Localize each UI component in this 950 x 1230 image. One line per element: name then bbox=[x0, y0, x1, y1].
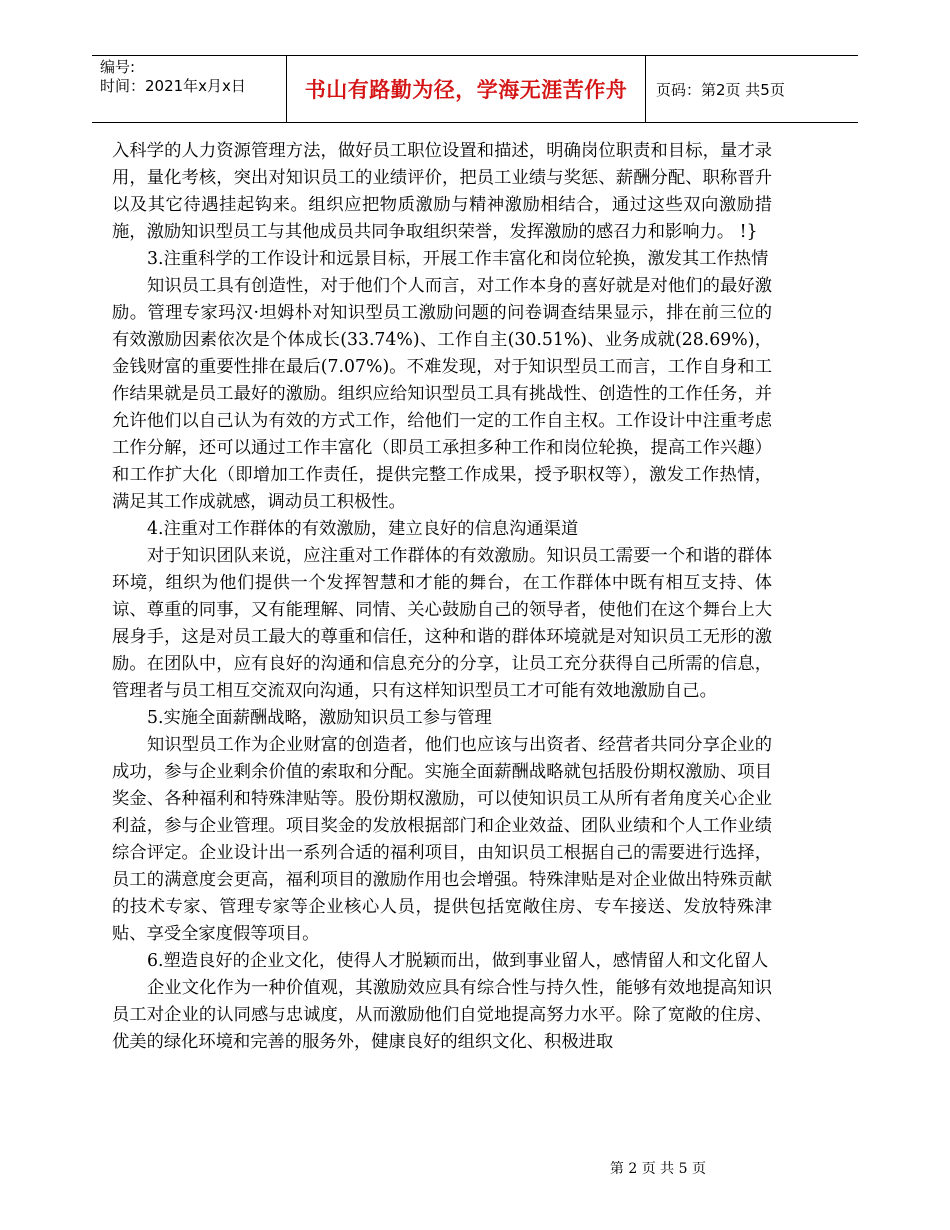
body-paragraph: 知识员工具有创造性，对于他们个人而言，对工作本身的喜好就是对他们的最好激励。管理专家玛汉·坦姆朴对知识型员工激励问题的问卷调查结果显示，排在前三位的有效激励因素依次是个体成长(33.74%)、工作自主(30.51%)、业务成就(28.69%)，金钱财富的重要性排在最后(7.07%)。不难发现，对于知识型员工而言，工作自身和工作结果就是员工最好的激励。组织应给知识型员工具有挑战性、创造性的工作任务，并允许他们以自己认为有效的方式工作，给他们一定的工作自主权。工作设计中注重考虑工作分解，还可以通过工作丰富化（即员工承担多种工作和岗位轮换，提高工作兴趣）和工作扩大化（即增加工作责任，提供完整工作成果，授予职权等），激发工作热情，满足其工作成就感，调动员工积极性。 bbox=[112, 276, 772, 512]
header-meta bbox=[92, 56, 286, 122]
body-paragraph: 对于知识团队来说，应注重对工作群体的有效激励。知识员工需要一个和谐的群体环境，组织为他们提供一个发挥智慧和才能的舞台，在工作群体中既有相互支持、体谅、尊重的同事，又有能理解、同情、关心鼓励自己的领导者，使他们在这个舞台上大展身手，这是对员工最大的尊重和信任，这种和谐的群体环境就是对知识员工无形的激励。在团队中，应有良好的沟通和信息充分的分享，让员工充分获得自己所需的信息，管理者与员工相互交流双向沟通，只有这样知识型员工才可能有效地激励自己。 bbox=[112, 546, 772, 701]
header-motto: 书山有路勤为径，学海无涯苦作舟 bbox=[286, 56, 646, 122]
document-time-label: 时间：2021年x月x日 bbox=[100, 77, 246, 95]
body-paragraph: 入科学的人力资源管理方法，做好员工职位设置和描述，明确岗位职责和目标，量才录用，量化考核，突出对知识员工的业绩评价，把员工业绩与奖惩、薪酬分配、职称晋升以及其它待遇挂起钩来。组织应把物质激励与精神激励相结合，通过这些双向激励措施，激励知识型员工与其他成员共同争取组织荣誉，发挥激励的感召力和影响力。 !} bbox=[112, 141, 772, 242]
document-body bbox=[112, 138, 772, 1056]
header-page-number: 页码：第2页 共5页 bbox=[656, 80, 785, 99]
page-footer: 第 2 页 共 5 页 bbox=[609, 1161, 706, 1177]
section-heading-4: 4.注重对工作群体的有效激励，建立良好的信息沟通渠道 bbox=[147, 519, 579, 539]
section-heading-5: 5.实施全面薪酬战略，激励知识员工参与管理 bbox=[147, 708, 492, 728]
document-number-label: 编号: bbox=[100, 58, 136, 76]
body-paragraph: 企业文化作为一种价值观，其激励效应具有综合性与持久性，能够有效地提高知识员工对企业的认同感与忠诚度，从而激励他们自觉地提高努力水平。除了宽敞的住房、优美的绿化环境和完善的服务外，健康良好的组织文化、积极进取 bbox=[112, 978, 772, 1052]
section-heading-3: 3.注重科学的工作设计和远景目标，开展工作丰富化和岗位轮换，激发其工作热情 bbox=[147, 249, 769, 269]
section-heading-6: 6.塑造良好的企业文化，使得人才脱颖而出，做到事业留人，感情留人和文化留人 bbox=[147, 951, 769, 971]
page-header bbox=[92, 55, 858, 123]
body-paragraph: 知识型员工作为企业财富的创造者，他们也应该与出资者、经营者共同分享企业的成功，参与企业剩余价值的索取和分配。实施全面薪酬战略就包括股份期权激励、项目奖金、各种福利和特殊津贴等。股份期权激励，可以使知识员工从所有者角度关心企业利益，参与企业管理。项目奖金的发放根据部门和企业效益、团队业绩和个人工作业绩综合评定。企业设计出一系列合适的福利项目，由知识员工根据自己的需要进行选择，员工的满意度会更高，福利项目的激励作用也会增强。特殊津贴是对企业做出特殊贡献的技术专家、管理专家等企业核心人员，提供包括宽敞住房、专车接送、发放特殊津贴、享受全家度假等项目。 bbox=[112, 735, 772, 944]
